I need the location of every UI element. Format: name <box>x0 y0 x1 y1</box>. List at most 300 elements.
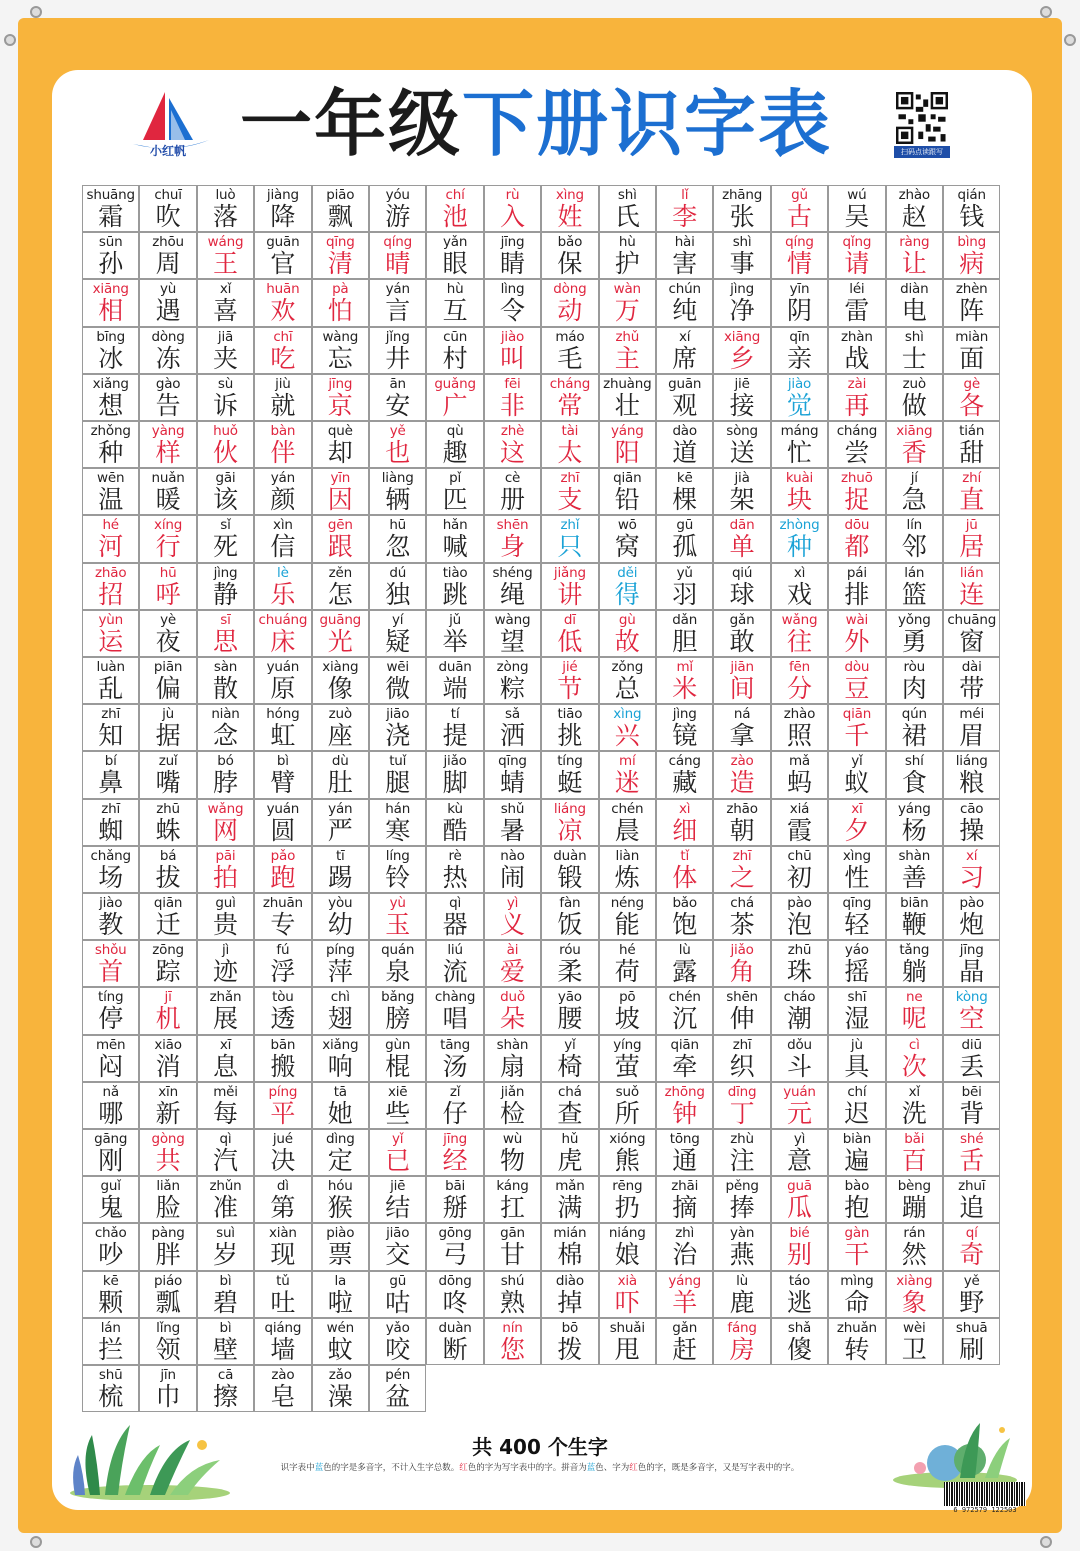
hanzi: 各 <box>959 390 985 420</box>
hanzi: 蹦 <box>901 1193 927 1223</box>
character-cell <box>254 1082 311 1129</box>
character-cell <box>369 846 426 893</box>
character-cell <box>82 657 139 704</box>
pinyin: cáng <box>668 753 701 770</box>
pinyin: shǎ <box>787 1319 812 1336</box>
hanzi: 像 <box>327 674 353 703</box>
hanzi: 动 <box>557 296 583 326</box>
character-cell <box>713 1129 770 1176</box>
tack-icon <box>1040 1536 1052 1548</box>
hanzi: 虎 <box>557 1146 583 1175</box>
pinyin: cā <box>217 1367 234 1383</box>
hanzi: 迟 <box>844 1098 870 1128</box>
pinyin: xí <box>679 328 691 345</box>
pinyin: chàng <box>434 989 476 1006</box>
pinyin: zhǎn <box>209 989 242 1006</box>
hanzi: 拔 <box>155 862 181 892</box>
hanzi: 窗 <box>959 626 985 656</box>
hanzi: 做 <box>901 390 927 420</box>
character-cell <box>656 185 713 232</box>
character-cell <box>426 232 483 279</box>
character-cell <box>713 846 770 893</box>
hanzi: 豆 <box>844 674 870 703</box>
pinyin: xiē <box>387 1083 408 1100</box>
pinyin: liǎn <box>156 1178 180 1195</box>
character-cell <box>943 799 1000 846</box>
legend-note-part: 红 <box>629 1463 638 1473</box>
character-cell <box>656 940 713 987</box>
character-cell <box>713 610 770 657</box>
pinyin: tài <box>561 423 579 439</box>
hanzi: 喜 <box>212 296 238 326</box>
character-cell <box>484 327 541 374</box>
hanzi: 搬 <box>270 1051 296 1081</box>
pinyin: piāo <box>326 187 355 203</box>
character-cell <box>369 1176 426 1223</box>
pinyin: zhào <box>898 187 930 203</box>
pinyin: shǔ <box>500 800 525 817</box>
pinyin: bàn <box>270 423 296 439</box>
pinyin: tián <box>959 423 985 439</box>
hanzi: 蚊 <box>327 1334 353 1364</box>
pinyin: qiáng <box>264 1319 302 1336</box>
pinyin: jī <box>164 989 172 1006</box>
character-cell <box>541 893 598 940</box>
character-cell <box>943 232 1000 279</box>
total-characters: 共 400 个生字 <box>472 1435 608 1459</box>
character-cell <box>713 704 770 751</box>
character-cell <box>943 185 1000 232</box>
character-cell <box>369 327 426 374</box>
character-cell <box>599 1318 656 1365</box>
hanzi: 氏 <box>614 202 640 231</box>
pinyin: xiāng <box>896 423 933 439</box>
pinyin: wàng <box>494 611 531 628</box>
hanzi: 主 <box>614 343 640 373</box>
character-cell <box>886 704 943 751</box>
character-cell <box>656 893 713 940</box>
pinyin: dōu <box>844 517 870 534</box>
hanzi: 吵 <box>98 1240 124 1270</box>
character-cell <box>656 468 713 515</box>
pinyin: xiāng <box>92 281 129 298</box>
hanzi: 吹 <box>155 202 181 231</box>
pinyin: fēn <box>788 659 810 675</box>
hanzi: 鞭 <box>901 910 927 939</box>
pinyin: lín <box>906 517 923 534</box>
pinyin: yán <box>328 800 353 817</box>
pinyin: pǎo <box>270 847 296 864</box>
pinyin: liàng <box>381 470 414 487</box>
hanzi: 浮 <box>270 957 296 987</box>
hanzi: 身 <box>499 532 525 562</box>
pinyin: dī <box>563 611 576 628</box>
hanzi: 断 <box>442 1334 468 1364</box>
character-cell <box>426 751 483 798</box>
pinyin: piáo <box>154 1272 183 1289</box>
character-cell <box>82 704 139 751</box>
hanzi: 操 <box>959 815 985 845</box>
hanzi: 虹 <box>270 721 296 751</box>
pinyin: zhāng <box>722 187 763 203</box>
legend-note-part: 色的字是多音字，不计入生字总数。 <box>323 1463 460 1473</box>
character-cell <box>886 185 943 232</box>
character-cell <box>656 421 713 468</box>
pinyin: dǒu <box>787 1036 812 1053</box>
hanzi: 死 <box>212 532 238 562</box>
character-cell <box>254 657 311 704</box>
hanzi: 粮 <box>959 768 985 798</box>
hanzi: 食 <box>901 768 927 798</box>
pinyin: cháng <box>549 375 591 392</box>
hanzi: 照 <box>786 721 812 751</box>
pinyin: ān <box>389 375 406 392</box>
character-cell <box>369 940 426 987</box>
pinyin: chén <box>611 800 644 817</box>
pinyin: mēn <box>95 1036 126 1053</box>
hanzi: 性 <box>844 862 870 892</box>
character-cell <box>369 374 426 421</box>
hanzi: 蜘 <box>98 815 124 845</box>
hanzi: 闹 <box>499 862 525 892</box>
pinyin: shì <box>617 187 637 203</box>
pinyin: bì <box>219 1319 232 1336</box>
character-cell <box>197 1129 254 1176</box>
qr-caption: 扫码点读跟写 <box>894 146 950 158</box>
qr-code-icon[interactable] <box>896 92 948 144</box>
character-cell <box>541 421 598 468</box>
hanzi: 房 <box>729 1334 755 1364</box>
hanzi: 脸 <box>155 1193 181 1223</box>
pinyin: yùn <box>98 611 123 628</box>
character-cell <box>828 563 885 610</box>
character-cell <box>139 940 196 987</box>
hanzi: 柔 <box>557 957 583 987</box>
hanzi: 准 <box>212 1193 238 1223</box>
hanzi: 摘 <box>672 1193 698 1223</box>
character-cell <box>943 1223 1000 1270</box>
hanzi: 所 <box>614 1098 640 1128</box>
character-cell <box>886 1271 943 1318</box>
character-cell <box>254 1365 311 1412</box>
pinyin: shū <box>98 1367 123 1383</box>
tack-icon <box>4 34 16 46</box>
hanzi: 怎 <box>327 579 353 609</box>
character-cell <box>599 1176 656 1223</box>
character-cell <box>139 1365 196 1412</box>
pinyin: zào <box>730 753 754 770</box>
hanzi: 池 <box>442 202 468 231</box>
character-cell <box>943 515 1000 562</box>
character-cell <box>254 893 311 940</box>
pinyin: yì <box>793 1131 806 1147</box>
character-cell <box>656 1035 713 1082</box>
hanzi: 信 <box>270 532 296 562</box>
hanzi: 寒 <box>385 815 411 845</box>
pinyin: dú <box>389 564 407 581</box>
hanzi: 疑 <box>385 626 411 656</box>
legend-note-part: 红 <box>459 1463 468 1473</box>
hanzi: 节 <box>557 674 583 703</box>
character-cell <box>484 515 541 562</box>
hanzi: 知 <box>98 721 124 751</box>
hanzi: 净 <box>729 296 755 326</box>
character-cell <box>713 1223 770 1270</box>
pinyin: zhuān <box>262 895 303 911</box>
pinyin: nào <box>500 847 525 864</box>
character-cell <box>197 1035 254 1082</box>
hanzi: 习 <box>959 862 985 892</box>
tack-icon <box>30 6 42 18</box>
character-cell <box>828 421 885 468</box>
hanzi: 铃 <box>385 862 411 892</box>
character-cell <box>943 468 1000 515</box>
pinyin: dì <box>276 1178 289 1195</box>
pinyin: gǎn <box>729 611 755 628</box>
hanzi: 初 <box>786 862 812 892</box>
pinyin: wàn <box>613 281 641 298</box>
pinyin: xí <box>966 847 978 864</box>
character-cell <box>656 563 713 610</box>
hanzi: 轻 <box>844 910 870 939</box>
character-cell <box>541 846 598 893</box>
character-cell <box>599 327 656 374</box>
character-cell <box>82 799 139 846</box>
pinyin: jué <box>272 1131 293 1147</box>
hanzi: 第 <box>270 1193 296 1223</box>
hanzi: 严 <box>327 815 353 845</box>
pinyin: méi <box>959 706 984 723</box>
character-cell <box>197 279 254 326</box>
hanzi: 面 <box>959 343 985 373</box>
hanzi: 张 <box>729 202 755 231</box>
hanzi: 眼 <box>442 249 468 279</box>
hanzi: 汤 <box>442 1051 468 1081</box>
hanzi: 通 <box>672 1146 698 1175</box>
hanzi: 胖 <box>155 1240 181 1270</box>
character-cell <box>426 940 483 987</box>
hanzi: 赶 <box>672 1334 698 1364</box>
pinyin: gāng <box>94 1131 128 1147</box>
character-cell <box>656 799 713 846</box>
hanzi: 肉 <box>901 674 927 703</box>
character-cell <box>369 1318 426 1365</box>
pinyin: qí <box>965 1225 978 1242</box>
character-cell <box>713 1318 770 1365</box>
pinyin: kù <box>447 800 463 817</box>
hanzi: 干 <box>844 1240 870 1270</box>
hanzi: 羽 <box>672 579 698 609</box>
pinyin: chū <box>787 847 812 864</box>
hanzi: 也 <box>385 438 411 467</box>
character-cell <box>312 279 369 326</box>
hanzi: 分 <box>786 674 812 703</box>
character-cell <box>254 1271 311 1318</box>
hanzi: 互 <box>442 296 468 326</box>
pinyin: wén <box>326 1319 354 1336</box>
hanzi: 别 <box>786 1240 812 1270</box>
character-cell <box>254 799 311 846</box>
barcode-number: 6 972579 122503 <box>953 1506 1017 1514</box>
hanzi: 翅 <box>327 1004 353 1034</box>
pinyin: piān <box>153 659 183 675</box>
pinyin: qiān <box>613 470 642 487</box>
pinyin: nǎ <box>102 1083 119 1100</box>
character-cell <box>886 327 943 374</box>
pinyin: yuán <box>266 659 300 675</box>
character-cell <box>197 374 254 421</box>
character-cell <box>139 563 196 610</box>
hanzi: 决 <box>270 1146 296 1175</box>
pinyin: gān <box>500 1225 525 1242</box>
pinyin: piào <box>326 1225 355 1242</box>
character-cell <box>484 657 541 704</box>
character-cell <box>254 468 311 515</box>
hanzi: 据 <box>155 721 181 751</box>
pinyin: rēng <box>612 1178 643 1195</box>
pinyin: zuǐ <box>158 753 178 770</box>
tack-icon <box>30 1536 42 1548</box>
hanzi: 珠 <box>786 957 812 987</box>
character-cell <box>484 987 541 1034</box>
character-cell <box>369 657 426 704</box>
character-cell <box>82 185 139 232</box>
pinyin: bì <box>276 753 289 770</box>
character-cell <box>828 232 885 279</box>
pinyin: tíng <box>98 989 124 1006</box>
hanzi: 勇 <box>901 626 927 656</box>
character-cell <box>886 421 943 468</box>
pinyin: wù <box>502 1131 523 1147</box>
pinyin: měi <box>213 1083 238 1100</box>
hanzi: 扇 <box>499 1051 525 1081</box>
hanzi: 提 <box>442 721 468 751</box>
character-cell <box>197 940 254 987</box>
character-cell <box>656 657 713 704</box>
character-cell <box>599 421 656 468</box>
character-cell <box>943 893 1000 940</box>
pinyin: zōng <box>152 942 184 959</box>
character-cell <box>828 1035 885 1082</box>
hanzi: 沉 <box>672 1004 698 1034</box>
hanzi: 义 <box>499 910 525 939</box>
character-cell <box>197 751 254 798</box>
character-cell <box>426 327 483 374</box>
hanzi: 展 <box>212 1004 238 1034</box>
character-cell <box>943 940 1000 987</box>
hanzi: 邻 <box>901 532 927 562</box>
character-cell <box>484 185 541 232</box>
hanzi: 姓 <box>557 202 583 231</box>
character-cell <box>312 751 369 798</box>
pinyin: zhào <box>783 706 816 723</box>
hanzi: 往 <box>786 626 812 656</box>
hanzi: 腰 <box>557 1004 583 1034</box>
pinyin: hé <box>619 942 636 959</box>
character-cell <box>139 374 196 421</box>
hanzi: 都 <box>844 532 870 562</box>
character-cell <box>426 610 483 657</box>
pinyin: mǎn <box>555 1178 585 1195</box>
hanzi: 尝 <box>844 438 870 467</box>
character-cell <box>312 232 369 279</box>
character-cell <box>82 232 139 279</box>
pinyin: pàng <box>151 1225 185 1242</box>
character-cell <box>943 846 1000 893</box>
hanzi: 朵 <box>499 1004 525 1034</box>
hanzi: 酷 <box>442 815 468 845</box>
character-cell <box>82 374 139 421</box>
pinyin: lán <box>100 1319 121 1336</box>
character-cell <box>426 987 483 1034</box>
pinyin: qù <box>446 423 464 439</box>
pinyin: cháo <box>783 989 816 1006</box>
character-cell <box>426 799 483 846</box>
hanzi: 湿 <box>844 1004 870 1034</box>
pinyin: fàn <box>559 895 581 911</box>
character-cell <box>599 515 656 562</box>
pinyin: jiāo <box>386 1225 410 1242</box>
hanzi: 兴 <box>614 721 640 751</box>
character-cell <box>82 327 139 374</box>
hanzi: 钟 <box>672 1098 698 1128</box>
hanzi: 空 <box>959 1004 985 1034</box>
hanzi: 观 <box>672 390 698 420</box>
hanzi: 怕 <box>327 296 353 326</box>
hanzi: 瓢 <box>155 1287 181 1317</box>
hanzi: 领 <box>155 1334 181 1364</box>
hanzi: 这 <box>499 438 525 467</box>
pinyin: chuāng <box>947 611 997 628</box>
character-cell <box>886 515 943 562</box>
hanzi: 架 <box>729 485 755 515</box>
hanzi: 暖 <box>155 485 181 515</box>
pinyin: zǎo <box>328 1367 352 1383</box>
hanzi: 猴 <box>327 1193 353 1223</box>
character-cell <box>139 610 196 657</box>
pinyin: sǐ <box>220 517 231 534</box>
hanzi: 刷 <box>959 1334 985 1364</box>
hanzi: 拍 <box>212 862 238 892</box>
pinyin: ná <box>733 706 751 723</box>
pinyin: dù <box>331 753 349 770</box>
pinyin: luàn <box>96 659 125 675</box>
pinyin: jí <box>910 470 918 487</box>
hanzi: 霜 <box>98 202 124 231</box>
pinyin: pà <box>332 281 349 298</box>
character-cell <box>197 563 254 610</box>
pinyin: zhǒng <box>90 423 131 439</box>
hanzi: 送 <box>729 438 755 467</box>
pinyin: zhǔ <box>615 328 640 345</box>
pinyin: qīng <box>325 234 355 251</box>
pinyin: zǐ <box>449 1083 461 1100</box>
character-cell <box>771 1176 828 1223</box>
character-cell <box>254 704 311 751</box>
character-cell <box>771 751 828 798</box>
hanzi: 迷 <box>614 768 640 798</box>
pinyin: yuán <box>266 800 300 817</box>
pinyin: shuǎi <box>609 1319 645 1336</box>
hanzi: 乐 <box>270 579 296 609</box>
character-cell <box>426 1318 483 1365</box>
hanzi: 鬼 <box>98 1193 124 1223</box>
character-cell <box>254 1318 311 1365</box>
character-cell <box>369 751 426 798</box>
hanzi: 象 <box>901 1287 927 1317</box>
pinyin: shì <box>904 328 924 345</box>
character-cell <box>139 468 196 515</box>
